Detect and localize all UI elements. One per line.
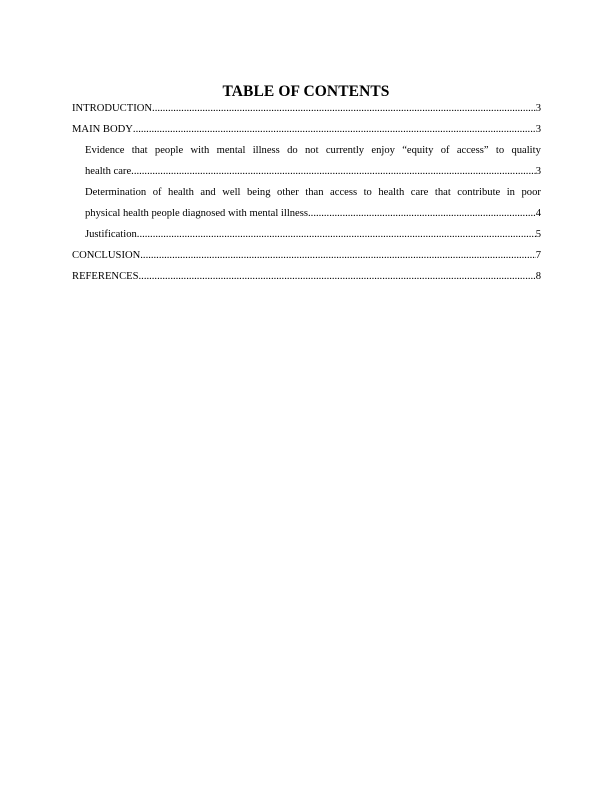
toc-page-number: 3	[535, 103, 541, 114]
toc-page-number: 8	[535, 271, 541, 282]
table-of-contents	[72, 102, 541, 291]
toc-heading: TABLE OF CONTENTS	[222, 83, 390, 100]
dot-leader	[137, 228, 536, 241]
toc-entry-label: MAIN BODY	[72, 124, 133, 135]
dot-leader	[140, 249, 535, 262]
dot-leader	[308, 207, 536, 220]
toc-entry-references[interactable]	[72, 270, 541, 283]
toc-entry-main-body[interactable]	[72, 123, 541, 136]
toc-page-number: 5	[535, 229, 541, 240]
dot-leader	[152, 102, 536, 115]
toc-entry-label: CONCLUSION	[72, 250, 141, 261]
toc-page-number: 4	[535, 208, 541, 219]
toc-entry-label-line1: Evidence that people with mental illness do not currently enjoy “equity of access” to quality	[85, 145, 541, 156]
toc-page-number: 3	[535, 124, 541, 135]
toc-entry-introduction[interactable]	[72, 102, 541, 115]
toc-entry-label-line1: Determination of health and well being other than access to health care that contribute in poor	[85, 187, 541, 198]
toc-entry-label: REFERENCES	[72, 271, 139, 282]
dot-leader	[139, 270, 536, 283]
toc-entry-label-line2-row	[85, 165, 541, 178]
toc-entry-label-line2: health care	[85, 166, 132, 177]
toc-entry-label-line2-row	[85, 207, 541, 220]
toc-page-number: 3	[535, 166, 541, 177]
toc-entry-conclusion[interactable]	[72, 249, 541, 262]
toc-entry-label-line2: physical health people diagnosed with mental illness	[85, 208, 309, 219]
toc-entry-evidence[interactable]	[72, 144, 541, 178]
toc-entry-label: INTRODUCTION	[72, 103, 153, 114]
toc-page-number: 7	[535, 250, 541, 261]
toc-entry-label: Justification	[85, 229, 137, 240]
toc-entry-justification[interactable]	[72, 228, 541, 241]
toc-entry-determination[interactable]	[72, 186, 541, 220]
dot-leader	[133, 123, 536, 136]
dot-leader	[131, 165, 536, 178]
